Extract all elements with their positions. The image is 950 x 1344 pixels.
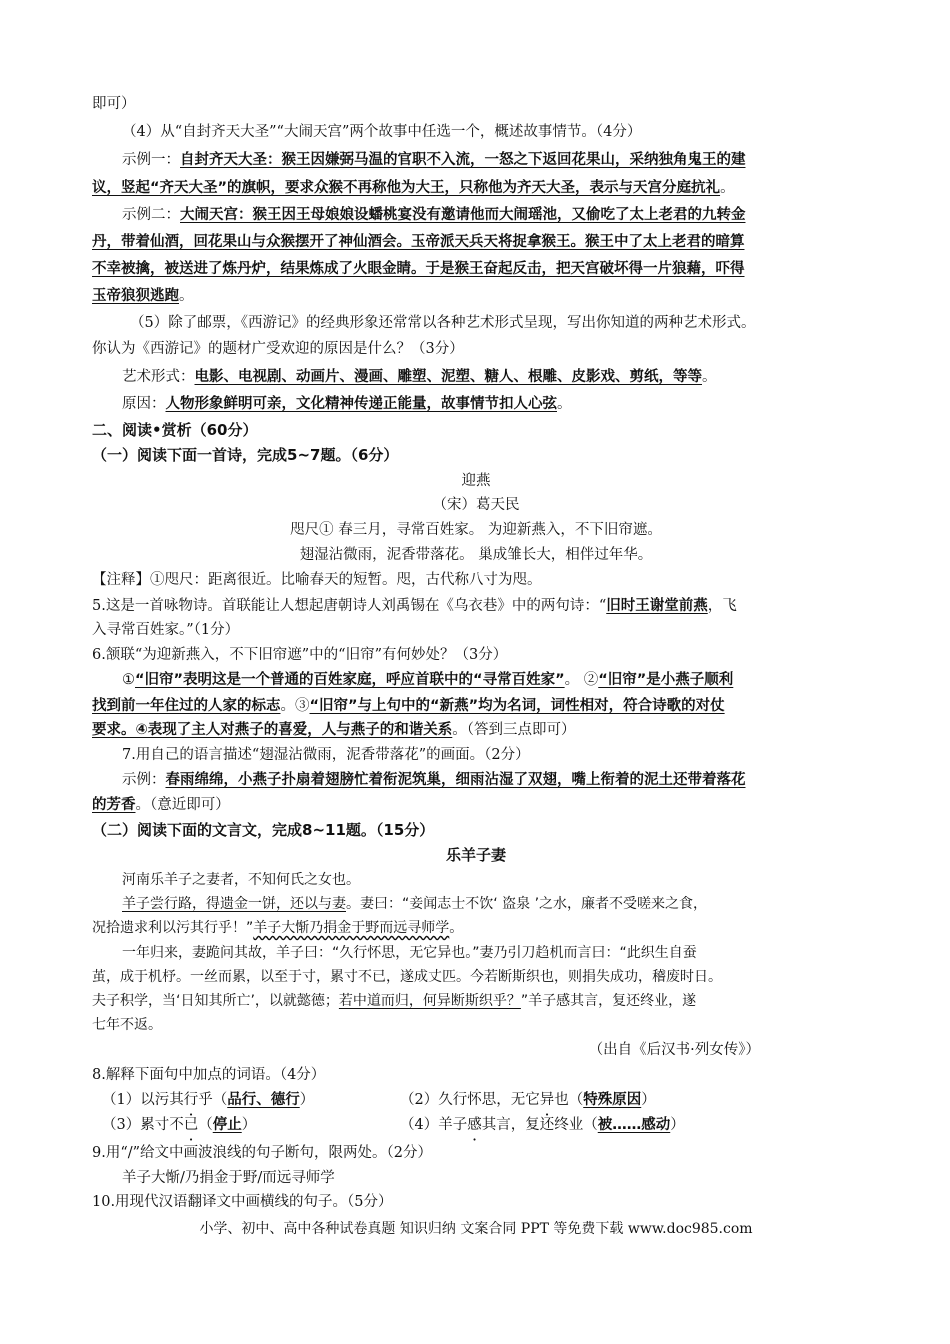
label: 示例： (122, 772, 166, 788)
question-7: 7.用自己的语言描述“翅湿沾微雨，泥香带落花”的画面。（2分） (122, 747, 530, 763)
text: （4）羊子 (400, 1117, 468, 1133)
text: （2）久行怀思，无它 (400, 1092, 540, 1108)
question-8: 8.解释下面句中加点的词语。（4分） (92, 1067, 326, 1083)
question-6-answer-line-2 (92, 696, 860, 716)
text: ） (241, 1117, 257, 1133)
example-label: 示例二： (122, 207, 180, 223)
text: ） (670, 1117, 685, 1133)
text: 其言，复还终业（ (481, 1117, 598, 1133)
question-10: 10.用现代汉语翻译文中画横线的句子。（5分） (92, 1194, 393, 1210)
question-4: （4）从“自封齐天大圣”“大闹天宫”两个故事中任选一个，概述故事情节。（4分） (122, 124, 642, 140)
text: 。（答到三点即可） (452, 722, 576, 738)
subsection-heading: （一）阅读下面一首诗，完成5~7题。（6分） (92, 446, 399, 464)
art-forms-answer (122, 367, 860, 387)
example-label: 示例一： (122, 152, 180, 168)
punct: 。 (702, 369, 717, 385)
punct: 。 (720, 180, 735, 196)
punct: 。 ② (564, 672, 599, 688)
answer-text: “旧帘”是小燕子顺利 (598, 672, 734, 688)
text: 也（ (554, 1092, 584, 1108)
dotted-word: 感 (467, 1117, 482, 1133)
page-footer: 小学、初中、高中各种试卷真题 知识归纳 文案合同 PPT 等免费下载 www.doc985.com (199, 1221, 753, 1237)
answer-text: 不幸被擒，被送进了炼丹炉，结果炼成了火眼金睛。于是猴王奋起反击，把天宫破坏得一片狼藉，吓得 (92, 261, 745, 277)
answer-text: 电影、电视剧、动画片、漫画、雕塑、泥塑、糖人、根雕、皮影戏、剪纸，等等 (194, 369, 702, 385)
example-2-line-2 (92, 232, 860, 252)
punct: 。③ (280, 698, 310, 714)
answer-text: “旧帘”与上句中的“新燕”均为名词，词性相对，符合诗歌的对仗 (309, 698, 725, 714)
answer-text: 旧时王谢堂前燕 (606, 598, 708, 614)
poem-author: （宋）葛天民 (432, 497, 520, 513)
text: ”羊子感其言，复还终业，遂 (520, 993, 697, 1009)
poem-note: 【注释】①咫尺：距离很近。比喻春天的短暂。咫，古代称八寸为咫。 (92, 572, 542, 588)
dotted-word: 已 (183, 1117, 199, 1133)
answer-text: 特殊原因 (583, 1092, 642, 1108)
classical-text-line (122, 894, 890, 914)
text: ） (299, 1092, 315, 1108)
wavy-underlined-sentence: 羊子大惭乃捐金于野而远寻师学 (253, 920, 450, 936)
poem-line-1: 咫尺① 春三月，寻常百姓家。 为迎新燕入，不下旧帘遮。 (290, 522, 662, 538)
dotted-word: 异 (539, 1092, 555, 1108)
text: 乎（ (198, 1092, 228, 1108)
answer-text: 被……感动 (597, 1117, 671, 1133)
question-7-answer-line-1 (122, 770, 860, 790)
example-1-line-1 (122, 150, 860, 170)
answer-text: “旧帘”表明这是一个普通的百姓家庭，呼应首联中的“寻常百姓家” (135, 672, 565, 688)
answer-text: 玉帝狼狈逃跑 (92, 288, 179, 304)
poem-line-2: 翅湿沾微雨，泥香带落花。 巢成雏长大，相伴过年华。 (299, 547, 653, 563)
classical-text-title: 乐羊子妻 (445, 846, 506, 864)
label: 艺术形式： (122, 369, 195, 385)
q8-item-4 (400, 1115, 800, 1135)
subsection-heading: （二）阅读下面的文言文，完成8~11题。（15分） (92, 821, 435, 839)
classical-text-line: 七年不返。 (92, 1017, 162, 1033)
classical-text-line: 一年归来，妻跪问其故，羊子曰：“久行怀思，无它异也。”妻乃引刀趋机而言曰：“此织生自蚕 (122, 945, 697, 961)
text: 况拾遗求利以污其行乎！” (92, 920, 254, 936)
text: 。妻曰：“妾闻志士不饮‘ 盗泉 ’之水，廉者不受嗟来之食， (346, 896, 708, 912)
text-line: 即可） (92, 96, 136, 112)
text-source: （出自《后汉书·列女传》） (588, 1042, 760, 1058)
text: ） (641, 1092, 656, 1108)
example-1-line-2 (92, 178, 860, 198)
question-6: 6.颔联“为迎新燕入，不下旧帘遮”中的“旧帘”有何妙处？（3分） (92, 647, 508, 663)
text: 5.这是一首咏物诗。首联能让人想起唐朝诗人刘禹锡在《乌衣巷》中的两句诗：“ (92, 598, 607, 614)
text: ，飞 (707, 598, 737, 614)
classical-text-line (92, 991, 860, 1011)
text: （1）以污其 (102, 1092, 184, 1108)
poem-title: 迎燕 (461, 473, 491, 489)
answer-text: 停止 (212, 1117, 242, 1133)
q8-item-3 (102, 1115, 402, 1135)
answer-text: 找到前一年住过的人家的标志 (92, 698, 281, 714)
question-5p-line-2: 入寻常百姓家。”（1分） (92, 622, 240, 638)
example-2-line-4 (92, 286, 860, 306)
dotted-word: 行 (183, 1092, 199, 1108)
underlined-sentence: 若中道而归，何异断斯织乎？ (338, 993, 521, 1009)
answer-text: 自封齐天大圣：猴王因嫌弼马温的官职不入流，一怒之下返回花果山，采纳独角鬼王的建 (180, 152, 746, 168)
answer-text: 大闹天宫：猴王因王母娘娘设蟠桃宴没有邀请他而大闹瑶池，又偷吃了太上老君的九转金 (180, 207, 746, 223)
punct: 。 (179, 288, 194, 304)
classical-text-line: 河南乐羊子之妻者，不知何氏之女也。 (122, 872, 360, 888)
question-6-answer-line-1 (122, 670, 860, 690)
q8-item-1 (102, 1090, 402, 1110)
answer-text: 丹，带着仙酒，回花果山与众猴摆开了神仙酒会。玉帝派天兵天将捉拿猴王。猴王中了太上老君的暗算 (92, 234, 745, 250)
question-9: 9.用“/”给文中画波浪线的句子断句，限两处。（2分） (92, 1145, 433, 1161)
classical-text-line: 茧，成于机杼。一丝而累，以至于寸，累寸不已，遂成丈匹。今若断斯织也，则捐失成功，稽废时日。 (92, 969, 722, 985)
answer-text: 春雨绵绵，小燕子扑扇着翅膀忙着衔泥筑巢，细雨沾湿了双翅，嘴上衔着的泥土还带着落花 (165, 772, 746, 788)
example-2-line-3 (92, 259, 860, 279)
q8-item-2 (400, 1090, 800, 1110)
text: 夫子积学，当‘日知其所亡’，以就懿德； (92, 993, 339, 1009)
answer-text: 要求。④表现了主人对燕子的喜爱，人与燕子的和谐关系 (92, 722, 453, 738)
mark: ① (122, 672, 135, 688)
section-heading: 二、阅读•赏析（60分） (92, 421, 258, 439)
classical-text-line (92, 918, 860, 938)
answer-text: 品行、德行 (227, 1092, 300, 1108)
question-6-answer-line-3 (92, 720, 860, 740)
question-9-answer: 羊子大惭/乃捐金于野/而远寻师学 (122, 1170, 335, 1186)
question-5-line-2: 你认为《西游记》的题材广受欢迎的原因是什么？（3分） (92, 341, 464, 357)
text: （3）累寸不 (102, 1117, 184, 1133)
label: 原因： (122, 396, 166, 412)
reason-answer (122, 394, 860, 414)
text: （ (198, 1117, 213, 1133)
question-7-answer-line-2 (92, 795, 860, 815)
text: 。（意近即可） (135, 797, 230, 813)
underlined-sentence: 羊子尝行路，得遗金一饼，还以与妻 (122, 896, 346, 912)
answer-text: 议，竖起“齐天大圣”的旗帜，要求众猴不再称他为大王，只称他为齐天大圣，表示与天宫分庭抗礼 (92, 180, 721, 196)
punct: 。 (557, 396, 572, 412)
text: 。 (449, 920, 464, 936)
question-5p-line-1 (92, 596, 860, 616)
question-5-line-1: （5）除了邮票，《西游记》的经典形象还常常以各种艺术形式呈现，写出你知道的两种艺术形式。 (130, 315, 756, 331)
example-2-line-1 (122, 205, 860, 225)
answer-text: 的芳香 (92, 797, 136, 813)
answer-text: 人物形象鲜明可亲，文化精神传递正能量，故事情节扣人心弦 (165, 396, 557, 412)
